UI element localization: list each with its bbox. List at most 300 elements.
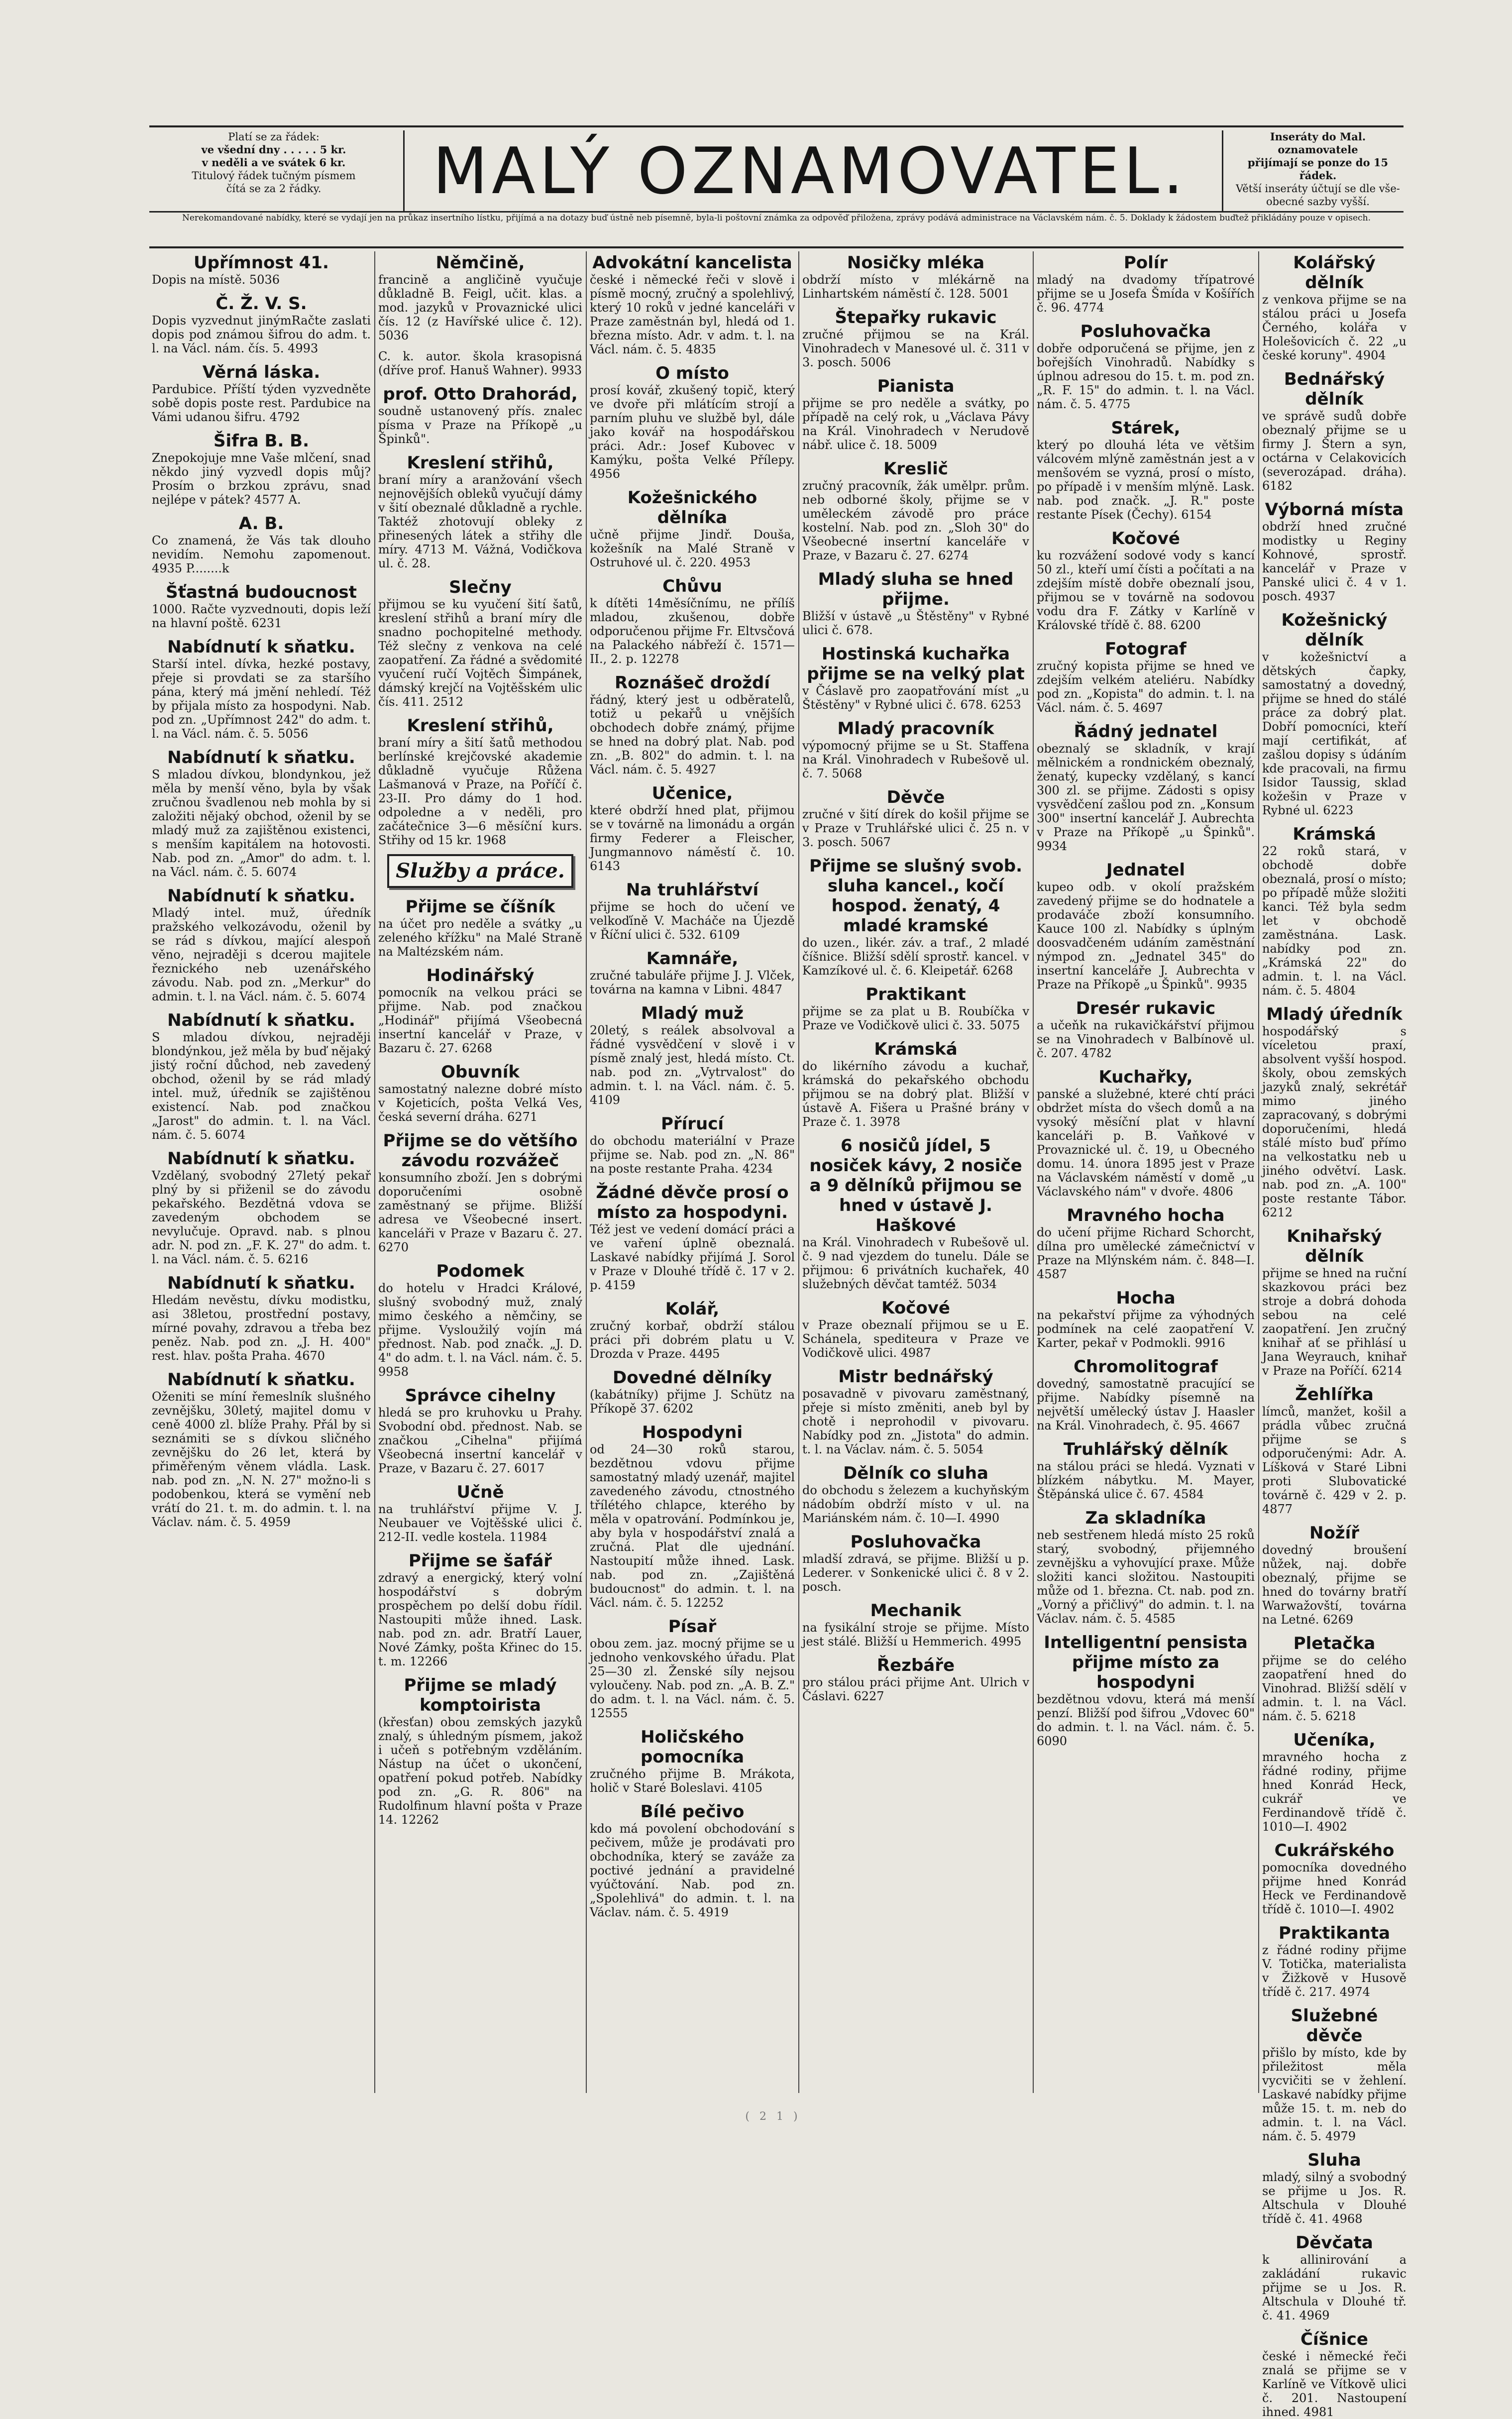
ad-heading: Stárek, bbox=[1111, 418, 1181, 438]
classified-ad bbox=[802, 253, 1029, 301]
ad-heading: Sluha bbox=[1307, 2150, 1361, 2170]
classified-ad bbox=[1262, 2233, 1406, 2322]
column-divider bbox=[798, 251, 799, 2093]
ad-text: mravného hocha z řádné rodiny, přijme hned Konrád Heck, cukrář ve Ferdinandově třídě č. 1010—I. 4902 bbox=[1262, 1750, 1406, 1834]
ad-text: v kožešnictví a dětských čapky, samostatný a dovedný, přijme se hned do stálé práce za dobrý plat. Dobří pomocníci, kteří mají certifikát, ať zašlou dopisy s údáním kde pracovali, na firmu Isidor Taussig, sklad kožešin v Praze v Rybné ul. 6223 bbox=[1262, 650, 1406, 817]
ad-heading: prof. Otto Drahorád, bbox=[383, 384, 578, 404]
ad-text: Mladý intel. muž, úředník pražského velkozávodu, oženil by se rád s dívkou, mající alespoň věno, nejraději s dcerou majitele řeznického neb uzenářského závodu. Nab. pod zn. „Merkur" do admin. t. l. na Václ. nám. č. 5. 6074 bbox=[152, 906, 371, 1003]
ad-column-4 bbox=[802, 253, 1029, 2094]
section-heading: Služby a práce. bbox=[387, 854, 573, 888]
ad-text: ku rozvážení sodové vody s kancí 50 zl., kteří umí čísti a počítati a na zdejším místě dobře obeznalí jsou, přijmou se v továrně na sodovou vodu dra F. Zátky v Karlíně v Královské třídě č. 88. 6200 bbox=[1037, 549, 1255, 632]
ad-heading: Žehlířka bbox=[1295, 1385, 1374, 1405]
ad-text: Bližší v ústavě „u Štěstěny" v Rybné ulici č. 678. bbox=[802, 609, 1029, 637]
classified-ad bbox=[152, 582, 371, 630]
ad-heading: Učenice, bbox=[651, 783, 733, 803]
ad-text: límců, manžet, košil a prádla vůbec zručná přijme se s odporučenými: Adr. A. Líšková v Staré Libni proti Slubovatické továrně č. 429 v 2. p. 4877 bbox=[1262, 1405, 1406, 1516]
ad-heading: Dělník co sluha bbox=[843, 1463, 988, 1483]
ad-heading: Bednářský dělník bbox=[1284, 369, 1385, 409]
classified-ad bbox=[152, 294, 371, 355]
rules-line: Větší inseráty účtují se dle vše- bbox=[1236, 183, 1400, 195]
ad-heading: Služebné děvče bbox=[1291, 2006, 1378, 2046]
ad-text: bezdětnou vdovu, která má menší penzí. Bližší pod šifrou „Vdovec 60" do admin. t. l. na Václ. nám. č. 5. 6090 bbox=[1037, 1692, 1255, 1748]
ad-heading: Kočové bbox=[1111, 529, 1180, 549]
classified-ad bbox=[378, 577, 582, 709]
classified-ad bbox=[1262, 1523, 1406, 1627]
ad-text: neb sestřenem hledá místo 25 roků starý, svobodný, přijemného zevnějšku a vyhovující praxe. Může složiti kanci složitou. Nastoupiti může od 1. března. Ct. nab. pod zn. „Vorný a přičlivý" do admin. t. l. na Václav. nám. č. 5. 4585 bbox=[1037, 1528, 1255, 1626]
classified-ad bbox=[1262, 2329, 1406, 2419]
ad-heading: Č. Ž. V. S. bbox=[216, 294, 307, 314]
classified-ad bbox=[378, 349, 582, 377]
ad-heading: Přijme se slušný svob. sluha kancel., kočí hospod. ženatý, 4 mladé kramské bbox=[809, 856, 1022, 936]
classified-ad bbox=[1037, 998, 1255, 1060]
ad-text: Dopis vyzvednut jinýmRačte zaslati dopis pod známou šifrou do adm. t. l. na Václ. nám. čís. 5. 4993 bbox=[152, 314, 371, 355]
classified-ad bbox=[802, 1463, 1029, 1525]
ad-heading: Žádné děvče prosí o místo za hospodyni. bbox=[596, 1183, 789, 1222]
ad-text: zdravý a energický, který volní hospodářství s dobrým prospěchem po delší dobu řídil. Nastoupiti může ihned. Lask. nab. pod zn. adr. Bratří Lauer, Nové Zámky, pošta Křinec do 15. t. m. 12266 bbox=[378, 1571, 582, 1668]
header-rule bbox=[149, 211, 1404, 213]
ad-text: Co znamená, že Vás tak dlouho nevidím. Nemohu zapomenout. 4935 P........k bbox=[152, 534, 371, 575]
ad-heading: Kreslič bbox=[883, 459, 948, 479]
classified-ad bbox=[152, 886, 371, 1003]
ad-heading: Přijme se šafář bbox=[408, 1551, 552, 1571]
ad-heading: Učeníka, bbox=[1293, 1730, 1376, 1750]
classified-ad bbox=[590, 576, 795, 666]
column-divider bbox=[1258, 251, 1259, 2093]
ad-text: pro stálou práci přijme Ant. Ulrich v Čáslavi. 6227 bbox=[802, 1675, 1029, 1703]
ad-text: od 24—30 roků starou, bezdětnou vdovu přijme samostatný mladý uzenář, majitel zavedeného závodu, ctnostného třílétého chlapce, kterého by měla v opatrování. Podmínkou je, aby byla v hospodářství znalá a zručná. Plat dle ujednání. Nastoupití může ihned. Lask. nab. pod zn. „Zajištěná budoucnost" do admin. t. l. na Václ. nám. č. 5. 12252 bbox=[590, 1442, 795, 1610]
ad-text: (křesťan) obou zemských jazyků znalý, s úhledným písmem, jakož i učeň s potřebným vzděláním. Nástup na účet o ukončení, opatření pokud potřeb. Nabídky pod zn. „G. R. 806" na Rudolfinum hlavní pošta v Praze 14. 12262 bbox=[378, 1715, 582, 1827]
ad-heading: Nabídnutí k sňatku. bbox=[167, 1010, 355, 1030]
ad-heading: Roznášeč droždí bbox=[614, 673, 770, 693]
classified-ad bbox=[378, 253, 582, 342]
ad-heading: Hocha bbox=[1116, 1288, 1176, 1308]
classified-ad bbox=[152, 362, 371, 424]
ad-text: zručné tabuláře přijme J. J. Vlček, továrna na kamna v Libni. 4847 bbox=[590, 969, 795, 996]
ad-heading: Mladý muž bbox=[641, 1003, 744, 1023]
ad-heading: Mladý úředník bbox=[1266, 1004, 1403, 1024]
ad-heading: Němčině, bbox=[435, 253, 525, 273]
ad-heading: Posluhovačka bbox=[1080, 322, 1211, 341]
classified-ad bbox=[590, 1183, 795, 1292]
classified-ad bbox=[802, 1136, 1029, 1291]
classified-ad bbox=[1037, 1206, 1255, 1281]
ad-text: učně přijme Jindř. Douša, kožešník na Malé Straně v Ostruhové ul. č. 220. 4953 bbox=[590, 528, 795, 569]
ad-text: ve správě sudů dobře obeznalý přijme se u firmy J. Štern a syn, octárna v Celakovicích (severozápad. dráha). 6182 bbox=[1262, 409, 1406, 493]
classified-ad bbox=[590, 673, 795, 776]
classified-ad bbox=[590, 1003, 795, 1107]
classified-ad bbox=[590, 783, 795, 873]
ad-text: zručný kopista přijme se hned ve zdejším velkém ateliéru. Nabídky pod zn. „Kopista" do admin. t. l. na Václ. nám. č. 5. 4697 bbox=[1037, 659, 1255, 715]
ad-heading: Učně bbox=[456, 1482, 504, 1502]
ad-heading: Holičského pomocníka bbox=[640, 1727, 745, 1767]
ad-text: kupeo odb. v okolí pražském zavedený přijme se do hodnatele a prodaváče zboží konsumního. Kauce 100 zl. Nabídky s úplným doosvadčeném udáním zaměstnání nýmpod zn. „Jednatel 345" do insertní kanceláře J. Aubrechta v Praze na Příkopě „u Špinků". 9935 bbox=[1037, 880, 1255, 991]
ad-heading: Podomek bbox=[436, 1261, 525, 1281]
ad-text: kdo má povolení obchodování s pečivem, může je prodávati pro obchodníka, který se zaváže za poctivé jednání a pravidelné vyúčtování. Nab. pod zn. „Spolehlivá" do admin. t. l. na Václav. nám. č. 5. 4919 bbox=[590, 1822, 795, 1919]
ad-text: přijme se pro neděle a svátky, po případě na celý rok, u „Václava Pávy na Král. Vinohradech v Nerudově nábř. ulice č. 18. 5009 bbox=[802, 396, 1029, 452]
ad-text: konsumního zboží. Jen s dobrými doporučeními osobně zaměstnaný se přijme. Bližší adresa ve Všeobecné insert. kanceláři v Praze v Bazaru č. 27. 6270 bbox=[378, 1171, 582, 1254]
insert-rules-box bbox=[1222, 130, 1407, 213]
price-line: Platí se za řádek: bbox=[228, 131, 320, 143]
ad-heading: Chromolitograf bbox=[1074, 1357, 1218, 1377]
ad-heading: Nabídnutí k sňatku. bbox=[167, 1370, 355, 1390]
classified-ad bbox=[378, 384, 582, 446]
ad-heading: Fotograf bbox=[1105, 639, 1187, 659]
classified-ad bbox=[802, 569, 1029, 637]
rules-line: Inseráty do Mal. oznamovatele bbox=[1270, 130, 1366, 156]
classified-ad bbox=[802, 308, 1029, 369]
classified-ad bbox=[590, 1727, 795, 1795]
ad-heading: Intelligentní pensista přijme místo za hospodyni bbox=[1044, 1633, 1248, 1692]
ad-heading: Praktikanta bbox=[1278, 1923, 1391, 1943]
ad-heading: Řezbáře bbox=[876, 1655, 955, 1675]
ad-text: přijme se hoch do učení ve velkoďíně V. Macháče na Újezdě v Říční ulici č. 532. 6109 bbox=[590, 900, 795, 942]
classified-ad bbox=[378, 453, 582, 570]
ad-heading: Posluhovačka bbox=[850, 1532, 981, 1552]
column-divider bbox=[374, 251, 375, 2093]
ad-text: prosí kovář, zkušený topič, který ve dvoře při mlátícím strojí a parním pluhu ve službě byl, dále jako kovář na hospodářskou práci. Adr.: Josef Kubovec v Kamýku, pošta Velké Přílepy. 4956 bbox=[590, 383, 795, 481]
ad-text: do uzen., likér. záv. a traf., 2 mladé číšnice. Bližší sdělí sprostř. kancel. v Kamzíkové ul. č. 6. Kleipetář. 6268 bbox=[802, 936, 1029, 978]
ad-column-2 bbox=[378, 253, 582, 2094]
ad-text: obou zem. jaz. mocný přijme se u jednoho venkovského úřadu. Plat 25—30 zl. Ženské síly nejsou vyloučeny. Nab. pod zn. „A. B. Z." do adm. t. l. na Václ. nám. č. 5. 12555 bbox=[590, 1637, 795, 1720]
rules-line: přijímají se ponze do 15 řádek. bbox=[1247, 156, 1389, 182]
ad-heading: Nabídnutí k sňatku. bbox=[167, 637, 355, 657]
ad-text: 20letý, s reálek absolvoval a řádné vysvědčení v slově i v písmě znalý jest, hledá místo. Ct. nab. pod zn. „Vytrvalost" do admin. t. l. na Václ. nám. č. 5. 4109 bbox=[590, 1023, 795, 1107]
ad-heading: Výborná místa bbox=[1265, 500, 1404, 520]
ad-heading: Cukrářského bbox=[1274, 1841, 1395, 1861]
ad-text: Dopis na místě. 5036 bbox=[152, 273, 280, 287]
ad-text: panské a služebné, které chtí práci obdržet místa do všech domů a na vysoký měsíční plat v hlavní kanceláři p. B. Vaňkové v Provaznické ul. č. 19, u Obecného domu. 14. února 1895 jest v Praze na Václavském náměstí v domě „u Václavského nám" v dvoře. 4806 bbox=[1037, 1087, 1255, 1199]
ad-text: na účet pro neděle a svátky „u zeleného křížku" na Malé Straně na Maltézském nám. bbox=[378, 917, 582, 959]
classified-ad bbox=[1037, 860, 1255, 991]
ad-text: přišlo by místo, kde by přiležitost měla vycvičiti se v žehlení. Laskavé nabídky přijme může 15. t. m. neb do admin. t. l. na Václ. nám. č. 5. 4979 bbox=[1262, 2046, 1406, 2143]
classified-ad bbox=[590, 1368, 795, 1416]
ad-heading: Správce cihelny bbox=[405, 1386, 556, 1406]
ad-heading: Přijme se do většího závodu rozvážeč bbox=[383, 1131, 578, 1171]
ad-text: mladší zdravá, se přijme. Bližší u p. Lederer. v Sonkenické ulici č. 8 v 2. posch. bbox=[802, 1552, 1029, 1594]
classified-ad bbox=[802, 856, 1029, 978]
classified-ad bbox=[1262, 369, 1406, 493]
ad-text: na stálou práci se hledá. Vyznati v blízkém nábytku. M. Mayer, Štěpánská ulice č. 67. 4584 bbox=[1037, 1459, 1255, 1501]
classified-ad bbox=[1037, 639, 1255, 715]
classified-ad bbox=[590, 1802, 795, 1919]
classified-ad bbox=[590, 1114, 795, 1176]
ad-text: v Čáslavě pro zaopatřování míst „u Štěstěny" v Rybné ulici č. 678. 6253 bbox=[802, 684, 1029, 712]
ad-text: hledá se pro kruhovku u Prahy. Svobodní obd. přednost. Nab. se značkou „Cihelna" přijímá Všeobecná insertní kancelář v Praze, v Bazaru č. 27. 6017 bbox=[378, 1406, 582, 1475]
ad-text: Pardubice. Příští týden vyzvedněte sobě dopis poste rest. Pardubice na Vámi udanou šifru. 4792 bbox=[152, 382, 371, 424]
classified-ad bbox=[1262, 2150, 1406, 2226]
ad-text: k allinirování a zakládání rukavic přijme se u Jos. R. Altschula v Dlouhé tř. č. 41. 4969 bbox=[1262, 2253, 1406, 2322]
classified-ad bbox=[1262, 1634, 1406, 1723]
rules-line: obecné sazby vyšší. bbox=[1266, 196, 1370, 208]
classified-ad bbox=[1037, 1288, 1255, 1350]
ad-heading: Číšnice bbox=[1300, 2329, 1368, 2349]
ad-text: S mladou dívkou, blondynkou, jež měla by menší věno, byla by však zručnou švadlenou neb mohla by si založiti nějaký obchod, oženil by se mladý muž za zajištěnou existenci, s menším kapitálem na hotovosti. Nab. pod zn. „Amor" do adm. t. l. na Václ. nám. č. 5. 6074 bbox=[152, 768, 371, 879]
ad-text: k dítěti 14měsíčnímu, ne přílíš mladou, zkušenou, dobře odporučenou přijme Fr. Eltvsčová na Palackého nábřeží č. 1571—II., 2. p. 12278 bbox=[590, 596, 795, 666]
classified-ad bbox=[378, 897, 582, 959]
masthead bbox=[149, 130, 1404, 213]
ad-heading: Kamnáře, bbox=[646, 949, 739, 969]
ad-text: do učení přijme Richard Schorcht, dílna pro umělecké zámečnictví v Praze na Mlýnském nám. č. 848—I. 4587 bbox=[1037, 1225, 1255, 1281]
ad-text: samostatný nalezne dobré místo v Kojeticích, pošta Velká Ves, česká severní dráha. 6271 bbox=[378, 1082, 582, 1124]
ad-heading: Děvče bbox=[886, 787, 945, 807]
classified-ad bbox=[1262, 1730, 1406, 1834]
ad-heading: Kuchařky, bbox=[1098, 1067, 1193, 1087]
ad-heading: Chůvu bbox=[662, 576, 722, 596]
column-divider bbox=[586, 251, 587, 2093]
ad-text: pomocník na velkou práci se přijme. Nab. pod značkou „Hodinář" přijímá Všeobecná insertní kancelář v Praze, v Bazaru č. 27. 6268 bbox=[378, 986, 582, 1055]
ad-text: z venkova přijme se na stálou práci u Josefa Černého, kolářa v Holešovicích č. 22 „u české koruny". 4904 bbox=[1262, 293, 1406, 362]
ad-text: Též jest ve vedení domácí práci a ve vaření úplně obeznalá. Laskavé nabídky přijímá J. Sorol v Praze v Dlouhé třídě č. 17 v 2. p. 4159 bbox=[590, 1222, 795, 1292]
classified-ad bbox=[590, 1299, 795, 1361]
classified-ad bbox=[590, 880, 795, 942]
ad-text: obeznalý se skladník, v krají mělnickém a rondnickém obeznalý, ženatý, kupecky vzdělaný, s kancí 300 zl. se přijme. Zádosti s opisy vysvědčení zašlou pod zn. „Konsum 300" insertní kancelář J. Aubrechta v Praze na Příkopě „u Špinků". 9934 bbox=[1037, 742, 1255, 853]
ad-text: do hotelu v Hradci Králové, slušný svobodný muž, znalý mimo českého a němčiny, se přijme. Vysloužilý vojín má přednost. Nab. pod značk. „J. D. 4" do adm. t. l. na Václ. nám. č. 5. 9958 bbox=[378, 1281, 582, 1379]
classified-ad bbox=[590, 1617, 795, 1720]
ad-heading: A. B. bbox=[238, 514, 284, 534]
ad-text: braní míry a aranžování všech nejnovějších obleků vyučují dámy v šití obeznalé důkladně a rychle. Taktéž zhotovují obleky z přinesených látek a střihy dle míry. 4713 M. Vážná, Vodičkova ul. č. 28. bbox=[378, 473, 582, 570]
column-divider bbox=[1033, 251, 1034, 2093]
ad-heading: Hostinská kuchařka přijme se na velký plat bbox=[807, 644, 1025, 684]
ad-text: C. k. autor. škola krasopisná (dříve prof. Hanuš Wahner). 9933 bbox=[378, 349, 582, 377]
ad-heading: Mladý pracovník bbox=[837, 719, 994, 739]
classified-ad bbox=[378, 1386, 582, 1475]
ad-heading: Nabídnutí k sňatku. bbox=[167, 1149, 355, 1169]
classified-ad bbox=[590, 488, 795, 569]
classified-ad bbox=[152, 1273, 371, 1363]
classified-ad bbox=[1037, 1357, 1255, 1432]
classified-ad bbox=[1037, 1508, 1255, 1626]
price-line: Titulový řádek tučným písmem bbox=[192, 170, 356, 182]
ad-heading: Kolářský dělník bbox=[1293, 253, 1376, 293]
ad-text: zručný korbař, obdrží stálou práci při dobrém platu u V. Drozda v Praze. 4495 bbox=[590, 1319, 795, 1361]
ad-heading: Pianista bbox=[877, 376, 955, 396]
price-line: v neděli a ve svátek 6 kr. bbox=[202, 156, 346, 169]
ad-text: braní míry a šití šatů methodou berlínské krejčovské akademie důkladně vyučuje Růžena Lašmanová v Praze, na Poříčí č. 23-II. Pro dámy do 1 hod. odpoledne a v neděli, pro začátečnice 3—6 měsíční kurs. Střihy od 15 kr. 1968 bbox=[378, 736, 582, 847]
price-box bbox=[149, 130, 405, 213]
ad-heading: Polír bbox=[1123, 253, 1168, 273]
ad-text: výpomocný přijme se u St. Staffena na Král. Vinohradech v Rubešově ul. č. 7. 5068 bbox=[802, 739, 1029, 780]
classified-ad bbox=[152, 637, 371, 741]
ad-text: do obchodu materiální v Praze přijme se. Nab. pod zn. „N. 86" na poste restante Praha. 4234 bbox=[590, 1134, 795, 1176]
ad-heading: Upřímnost 41. bbox=[194, 253, 329, 273]
ad-text: mladý na dvadomy třípatrové přijme se u Josefa Šmída v Košířích č. 96. 4774 bbox=[1037, 273, 1255, 315]
ad-text: zručné v šití dírek do košil přijme se v Praze v Truhlářské ulici č. 25 n. v 3. posch. 5067 bbox=[802, 807, 1029, 849]
ad-heading: Kreslení střihů, bbox=[407, 716, 554, 736]
ad-text: na truhlářství přijme V. J. Neubauer ve Vojtěšské ulici č. 212-II. vedle kostela. 11984 bbox=[378, 1502, 582, 1544]
classified-ad bbox=[1262, 1923, 1406, 1999]
classified-ad bbox=[152, 1010, 371, 1142]
ad-heading: Pletačka bbox=[1293, 1634, 1376, 1653]
classified-ad bbox=[1037, 722, 1255, 853]
classified-ad bbox=[802, 459, 1029, 562]
ad-text: na fysikální stroje se přijme. Místo jest stálé. Bližší u Hemmerich. 4995 bbox=[802, 1621, 1029, 1649]
ad-text: české i německé řeči v slově i písmě mocný, zručný a spolehlivý, který 10 roků v jedné kanceláři v Praze zaměstnán byl, hledá od 1. března místo. Adr. v adm. t. l. na Václ. nám. č. 5. 4835 bbox=[590, 273, 795, 356]
ad-text: dovedný broušení nůžek, naj. dobře obeznalý, přijme se hned do továrny bratří Warwažovští, továrna na Letné. 6269 bbox=[1262, 1543, 1406, 1627]
ad-heading: Šťastná budoucnost bbox=[166, 582, 357, 602]
columns-top-rule bbox=[149, 246, 1404, 248]
classified-ad bbox=[802, 1367, 1029, 1456]
ad-text: Starší intel. dívka, hezké postavy, přeje si provdati se za staršího pána, který má jmění nehledí. Též by přijala místo za hospodyni. Nab. pod zn. „Upřímnost 242" do adm. t. l. na Václ. nám. č. 5. 5056 bbox=[152, 657, 371, 741]
ad-column-1 bbox=[152, 253, 371, 2094]
ad-heading: Řádný jednatel bbox=[1074, 722, 1218, 742]
page-number: (21) bbox=[745, 2110, 808, 2123]
ad-text: řádný, který jest u odběratelů, totiž u pekařů u vnějších obchodech dobře známý, přijme se hned na dobrý plat. Nab. pod zn. „B. 802" do admin. t. l. na Václ. nám. č. 5. 4927 bbox=[590, 693, 795, 776]
ad-text: 22 roků stará, v obchodě dobře obeznalá, prosí o místo; po případě může složiti kanci. Též byla sedm let v obchodě zaměstnána. Lask. nabídky pod zn. „Krámská 22" do admin. t. l. na Václ. nám. č. 5. 4804 bbox=[1262, 844, 1406, 997]
ad-column-5 bbox=[1037, 253, 1255, 2094]
ad-text: soudně ustanovený přís. znalec písma v Praze na Příkopě „u Špinků". bbox=[378, 404, 582, 446]
classified-ad bbox=[378, 966, 582, 1055]
ad-heading: Za skladníka bbox=[1085, 1508, 1206, 1528]
ad-heading: Kožešnického dělníka bbox=[627, 488, 757, 528]
ad-text: které obdrží hned plat, přijmou se v továrně na limonádu a orgán firmy Federer a Fleischer, Jungmannovo náměstí č. 10. 6143 bbox=[590, 803, 795, 873]
ad-text: S mladou dívkou, nejraději blondýnkou, jež měla by buď nějaký jistý roční důchod, neb zavedený obchod, oženil by se rád mladý intel. muž, úředník se zajištěnou existencí. Nab. pod značkou „Jarost" do admin. t. l. na Václ. nám. č. 5. 6074 bbox=[152, 1030, 371, 1142]
ad-heading: Nabídnutí k sňatku. bbox=[167, 1273, 355, 1293]
ad-text: do likérního závodu a kuchař, krámská do pekařského obchodu přijmou se na dobrý plat. Bližší v ústavě A. Fišera u Prašné brány v Praze č. 1. 3978 bbox=[802, 1059, 1029, 1129]
ad-text: Hledám nevěstu, dívku modistku, asi 38letou, prostřední postavy, mírné povahy, zdravou a třeba bez peněz. Nab. pod zn. „J. H. 400" rest. hlav. pošta Praha. 4670 bbox=[152, 1293, 371, 1363]
ad-text: posavadně v pivovaru zaměstnaný, přeje si místo změniti, aneb byl by chotě i neprohodil v pivovaru. Nabídky pod zn. „Jistota" do admin. t. l. na Václav. nám. č. 5. 5054 bbox=[802, 1387, 1029, 1456]
price-line: čítá se za 2 řádky. bbox=[226, 183, 322, 195]
header-note: Nerekomandované nabídky, které se vydají jen na průkaz insertního lístku, přijímá a na dotazy buď ústně neb písemně, byla-li poštovní známka za odpověď přiložena, zprávy podává administrace na Václavském nám. č. 5. Doklady k žádostem buďtež přikládány pouze v opisech. bbox=[182, 213, 1371, 223]
ad-heading: Obuvník bbox=[440, 1062, 520, 1082]
ad-column-6 bbox=[1262, 253, 1406, 2419]
classified-ad bbox=[378, 1131, 582, 1254]
ad-text: (kabátníky) přijme J. Schütz na Příkopě 37. 6202 bbox=[590, 1388, 795, 1416]
ad-heading: Hospodyni bbox=[642, 1423, 743, 1442]
classified-ad bbox=[802, 1532, 1029, 1594]
classified-ad bbox=[590, 253, 795, 356]
classified-ad bbox=[1262, 610, 1406, 817]
ad-heading: Nabídnutí k sňatku. bbox=[167, 886, 355, 906]
classified-ad bbox=[1262, 1004, 1406, 1219]
ad-heading: Štepařky rukavic bbox=[835, 308, 997, 328]
ad-text: české i německé řeči znalá se přijme se v Karlíně ve Vítkově ulici č. 201. Nastoupení ihned. 4981 bbox=[1262, 2349, 1406, 2419]
ad-heading: Šifra B. B. bbox=[214, 431, 309, 451]
classified-ad bbox=[802, 1601, 1029, 1649]
ad-text: a učeňk na rukavičkářství přijmou se na Vinohradech v Balbínově ul. č. 207. 4782 bbox=[1037, 1018, 1255, 1060]
ad-text: dobře odporučená se přijme, jen z bořejších Vinohradů. Nabídky s úplnou adresou do 15. t. m. pod zn. „R. F. 15" do admin. t. l. na Václ. nám. č. 5. 4775 bbox=[1037, 341, 1255, 411]
ad-heading: Na truhlářství bbox=[626, 880, 759, 900]
ad-heading: Kolář, bbox=[665, 1299, 720, 1319]
classified-ad bbox=[802, 719, 1029, 780]
ad-text: mladý, silný a svobodný se přijme u Jos. R. Altschula v Dlouhé třídě č. 41. 4968 bbox=[1262, 2170, 1406, 2226]
ad-heading: Jednatel bbox=[1106, 860, 1186, 880]
classified-ad bbox=[1262, 824, 1406, 997]
classified-ad bbox=[590, 1423, 795, 1610]
ad-heading: Přijme se mladý komptoirista bbox=[404, 1675, 557, 1715]
ad-text: Oženiti se míní řemeslník slušného zevnějšku, 30letý, majitel domu v ceně 4000 zl. blíže Prahy. Přál by si seznámiti se s dívkou sličného zevnějšku do 26 let, která by přiměřeným věnem vládla. Lask. nab. pod zn. „N. N. 27" možno-li s podobenkou, která se vymění neb vrátí do 21. t. m. do admin. t. l. na Václav. nám. č. 5. 4959 bbox=[152, 1390, 371, 1529]
classified-ad bbox=[378, 1062, 582, 1124]
ad-heading: Děvčata bbox=[1296, 2233, 1373, 2253]
ad-heading: Truhlářský dělník bbox=[1063, 1439, 1228, 1459]
ad-text: francině a angličině vyučuje důkladně B. Feigl, učit. klas. a mod. jazyků v Provaznické ulici čís. 12 (z Havířské ulice č. 12). 5036 bbox=[378, 273, 582, 342]
classified-ad bbox=[1262, 1385, 1406, 1516]
classified-ad bbox=[378, 716, 582, 847]
classified-ad bbox=[152, 431, 371, 507]
classified-ad bbox=[1262, 500, 1406, 603]
ad-heading: Nabídnutí k sňatku. bbox=[167, 748, 355, 768]
classified-ad bbox=[802, 1655, 1029, 1703]
ad-heading: Kreslení střihů, bbox=[407, 453, 554, 473]
ad-heading: Mechanik bbox=[870, 1601, 962, 1621]
ad-text: hospodářský s víceletou praxí, absolvent vyšší hospod. školy, obou zemských jazyků znalý, sekrétář mimo jiného zapracovaný, s dobrými doporučeními, hledá stálé místo buď přímo na velkostatku neb u jiného odvětví. Lask. nab. pod zn. „A. 100" poste restante Tábor. 6212 bbox=[1262, 1024, 1406, 1219]
classified-ad bbox=[802, 376, 1029, 452]
ad-text: pomocníka dovedného přijme hned Konrád Heck ve Ferdinandově třídě č. 1010—I. 4902 bbox=[1262, 1861, 1406, 1916]
classified-ad bbox=[1037, 529, 1255, 632]
classified-ad bbox=[1037, 418, 1255, 522]
classified-ad bbox=[152, 253, 371, 287]
classified-ad bbox=[590, 363, 795, 481]
classified-ad bbox=[1037, 1633, 1255, 1748]
ad-heading: Přijme se číšník bbox=[405, 897, 555, 917]
ad-heading: Mladý sluha se hned přijme. bbox=[818, 569, 1014, 609]
classified-ad bbox=[378, 1482, 582, 1544]
ad-heading: Praktikant bbox=[865, 985, 966, 1004]
classified-ad bbox=[1037, 1439, 1255, 1501]
ad-heading: Mistr bednářský bbox=[838, 1367, 993, 1387]
ad-text: Znepokojuje mne Vaše mlčení, snad někdo jiný vyzvedl dopis můj? Prosím o brzkou zprávu, snad nejlépe v pátek? 4577 A. bbox=[152, 451, 371, 507]
classified-ad bbox=[1037, 322, 1255, 411]
classified-ad bbox=[152, 1149, 371, 1266]
classified-ad bbox=[802, 985, 1029, 1032]
ad-heading: Krámská bbox=[874, 1039, 958, 1059]
classified-ad bbox=[378, 1551, 582, 1668]
ad-text: v Praze obeznalí přijmou se u E. Schánela, spediteura v Praze ve Vodičkově ulici. 4987 bbox=[802, 1318, 1029, 1360]
ad-heading: Dovedné dělníky bbox=[613, 1368, 772, 1388]
ad-text: Vzdělaný, svobodný 27letý pekař plný by si přiženil se do závodu pekařského. Bezdětná vdova se zavedeným obchodem se nevylučuje. Opravd. nab. s plnou adr. N. pod zn. „F. K. 27" do adm. t. l. na Václ. nám. č. 5. 6216 bbox=[152, 1169, 371, 1266]
ad-text: přijme se za plat u B. Roubíčka v Praze ve Vodičkově ulici č. 33. 5075 bbox=[802, 1004, 1029, 1032]
ad-text: zručný pracovník, žák umělpr. prům. neb odborné školy, přijme se v uměleckém závodě pro práce kostelní. Nab. pod zn. „Sloh 30" do Všeobecné insertní kanceláře v Praze, v Bazaru č. 27. 6274 bbox=[802, 479, 1029, 562]
ad-text: na Král. Vinohradech v Rubešově ul. č. 9 nad vjezdem do tunelu. Dále se přijmou: 6 privátních kuchařek, 40 služebných děvčat tamtéž. 5034 bbox=[802, 1235, 1029, 1291]
classified-ad bbox=[802, 644, 1029, 712]
ad-heading: Knihařský dělník bbox=[1287, 1226, 1382, 1266]
classified-ad bbox=[802, 1039, 1029, 1129]
ad-heading: Dresér rukavic bbox=[1076, 998, 1216, 1018]
classified-ad bbox=[590, 949, 795, 996]
classified-ad bbox=[152, 1370, 371, 1529]
ad-text: přijme se hned na ruční skazkovou práci bez stroje a dobrá dohoda sebou na celé zaopatření. Jen zručný knihař ať se přihlásí u Jana Weyrauch, knihař v Praze na Poříčí. 6214 bbox=[1262, 1266, 1406, 1378]
ad-text: obdrží hned zručné modistky u Reginy Kohnové, sprostř. kancelář v Praze v Panské ulici č. 4 v 1. posch. 4937 bbox=[1262, 520, 1406, 603]
classified-ad bbox=[802, 787, 1029, 849]
ad-heading: 6 nosičů jídel, 5 nosiček kávy, 2 nosiče a 9 dělníků přijmou se hned v ústavě J. Haškové bbox=[809, 1136, 1022, 1235]
ad-heading: Krámská bbox=[1293, 824, 1376, 844]
classified-ad bbox=[802, 1298, 1029, 1360]
ad-heading: Hodinářský bbox=[426, 966, 535, 986]
ad-text: zručného přijme B. Mrákota, holič v Staré Boleslavi. 4105 bbox=[590, 1767, 795, 1795]
ad-text: zručné přijmou se na Král. Vinohradech v Manesové ul. č. 311 v 3. posch. 5006 bbox=[802, 328, 1029, 369]
classified-ad bbox=[378, 1261, 582, 1379]
ad-heading: Kočové bbox=[881, 1298, 950, 1318]
ad-heading: Písař bbox=[668, 1617, 717, 1637]
ad-heading: Slečny bbox=[449, 577, 512, 597]
ad-text: který po dlouhá léta ve většim válcovém mlýně zaměstnán jest a v menšovém se vyzná, prosí o místo, po případě i v menším mlýně. Lask. nab. pod značk. „J. R." poste restante Písek (Čechy). 6154 bbox=[1037, 438, 1255, 522]
classified-ad bbox=[152, 514, 371, 575]
ad-heading: O místo bbox=[655, 363, 729, 383]
ad-text: dovedný, samostatně pracující se přijme. Nabídky písemně na největší umělecký ústav J. Haasler na Král. Vinohradech, č. 95. 4667 bbox=[1037, 1377, 1255, 1432]
ad-heading: Nosičky mléka bbox=[847, 253, 985, 273]
ad-heading: Kožešnický dělník bbox=[1281, 610, 1388, 650]
ad-heading: Bílé pečivo bbox=[640, 1802, 745, 1822]
ad-text: přijme se do celého zaopatření hned do Vinohrad. Bližší sdělí v admin. t. l. na Václ. nám. č. 5. 6218 bbox=[1262, 1653, 1406, 1723]
classified-ad bbox=[1262, 1841, 1406, 1916]
ad-text: 1000. Račte vyzvednouti, dopis leží na hlavní poště. 6231 bbox=[152, 602, 371, 630]
ad-heading: Mravného hocha bbox=[1067, 1206, 1225, 1225]
classified-ad bbox=[1262, 1226, 1406, 1378]
ad-heading: Advokátní kancelista bbox=[592, 253, 792, 273]
classified-ad bbox=[1037, 1067, 1255, 1199]
classified-ad bbox=[1262, 253, 1406, 362]
ad-text: na pekařství přijme za výhodných podmínek na celé zaopatření V. Karter, pekař v Podmokli. 9916 bbox=[1037, 1308, 1255, 1350]
ad-column-3 bbox=[590, 253, 795, 2094]
